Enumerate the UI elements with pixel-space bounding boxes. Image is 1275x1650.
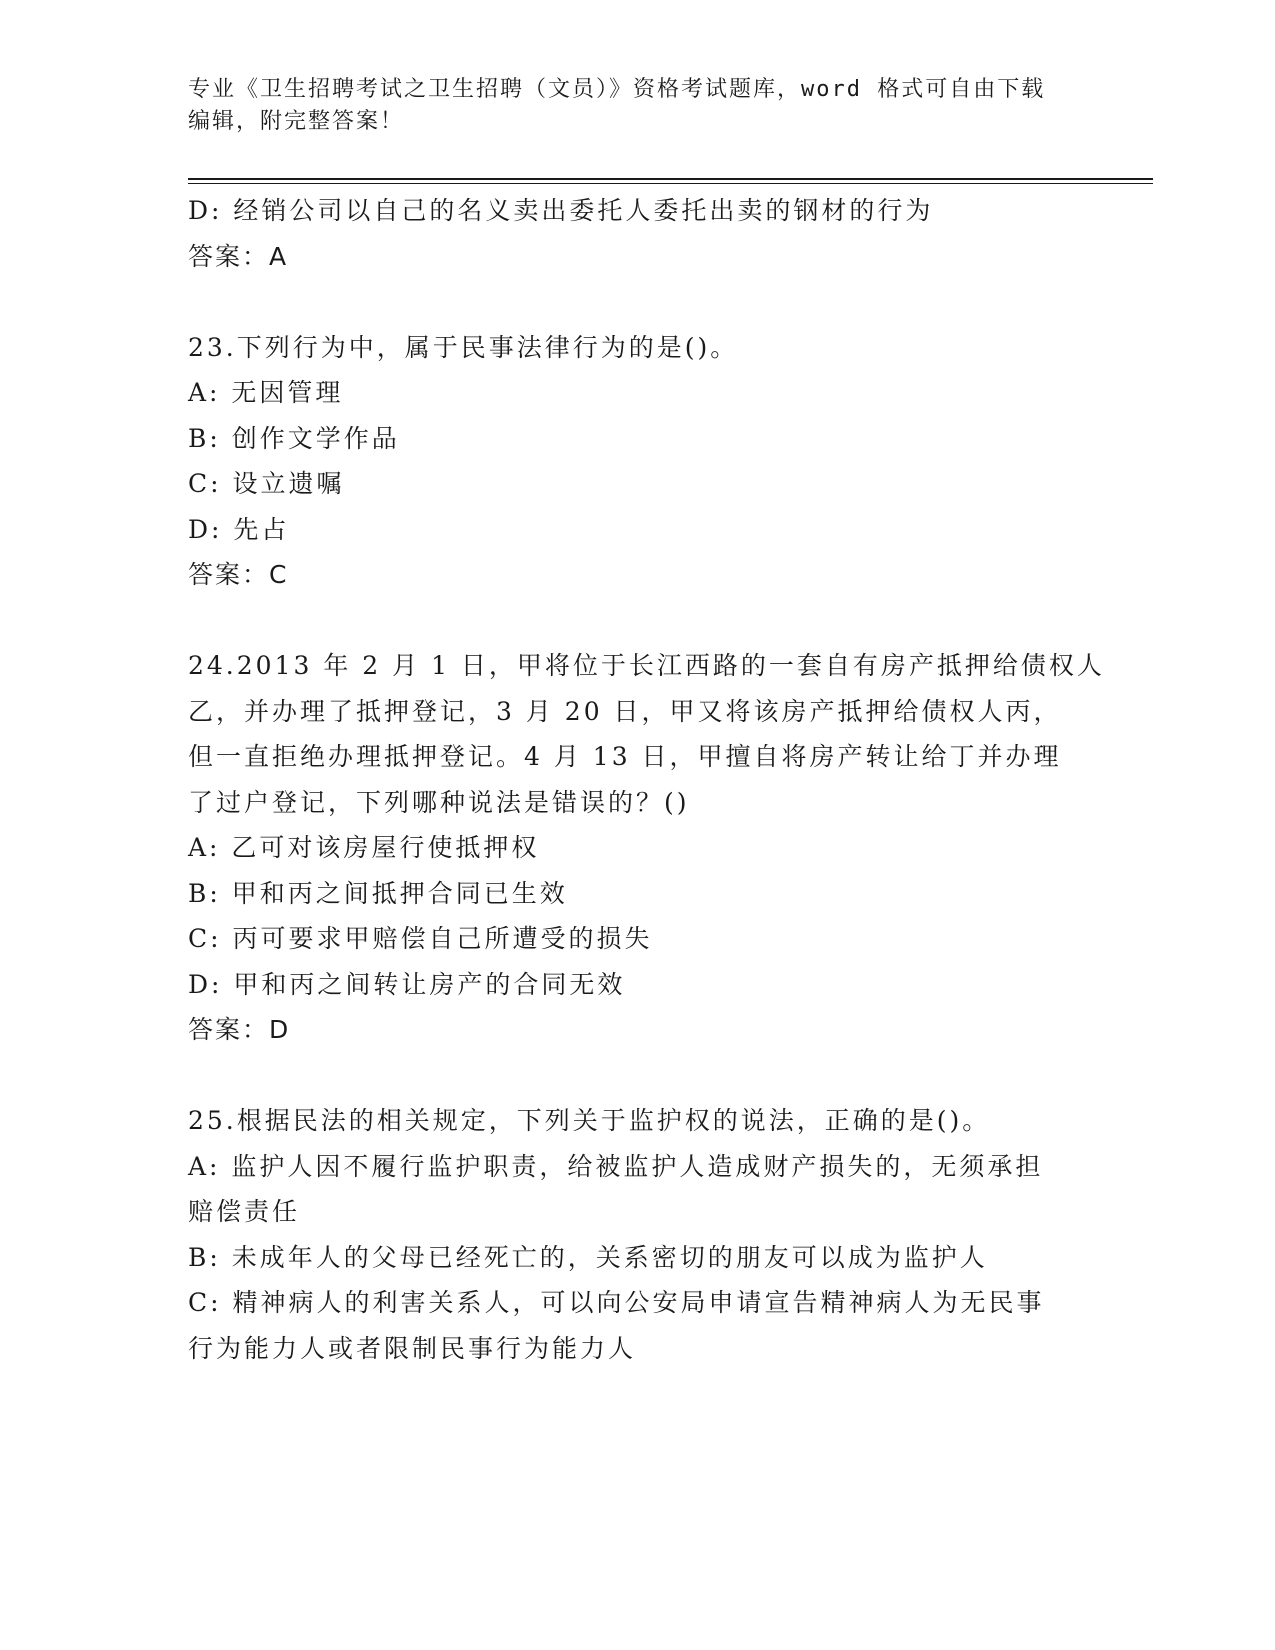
question-spacer: [188, 279, 1088, 325]
header-divider-thin: [188, 183, 1153, 184]
question-list: [188, 188, 1105, 1371]
header-line-2: 编辑，附完整答案！: [188, 109, 405, 134]
question-option-line: 赔偿责任: [188, 1197, 301, 1226]
question-option-line: B: 甲和丙之间抵押合同已生效: [188, 878, 568, 908]
header-line-1: 专业《卫生招聘考试之卫生招聘（文员）》资格考试题库，word 格式可自由下载: [188, 77, 1046, 102]
question-option-line: B: 未成年人的父母已经死亡的，关系密切的朋友可以成为监护人: [188, 1242, 988, 1272]
question-stem-line: 25.根据民法的相关规定，下列关于监护权的说法，正确的是()。: [188, 1106, 991, 1135]
question-option-line: D: 甲和丙之间转让房产的合同无效: [188, 969, 626, 999]
question-option-line: D: 先占: [188, 514, 290, 544]
question-spacer: [188, 1053, 1088, 1099]
prev-answer: 答案：A: [188, 241, 289, 271]
question-block: [188, 1098, 1088, 1371]
questions-container: [188, 279, 1105, 1371]
question-option-line: C: 丙可要求甲赔偿自己所遭受的损失: [188, 924, 653, 953]
question-stem-line: 了过户登记，下列哪种说法是错误的？(): [188, 787, 690, 817]
question-option-line: A: 无因管理: [188, 378, 344, 407]
question-answer: 答案：D: [188, 1015, 291, 1044]
question-block: [188, 643, 1105, 1053]
header-divider-thick: [188, 178, 1153, 180]
document-header: [188, 74, 1068, 138]
question-option-line: C: 精神病人的利害关系人，可以向公安局申请宣告精神病人为无民事: [188, 1288, 1045, 1317]
question-option-line: A: 乙可对该房屋行使抵押权: [188, 833, 540, 862]
question-stem-line: 23.下列行为中，属于民事法律行为的是()。: [188, 332, 739, 362]
question-option-line: B: 创作文学作品: [188, 423, 400, 453]
question-answer: 答案：C: [188, 560, 289, 589]
question-stem-line: 24.2013 年 2 月 1 日，甲将位于长江西路的一套自有房产抵押给债权人: [188, 651, 1105, 680]
question-stem-line: 乙，并办理了抵押登记，3 月 20 日，甲又将该房产抵押给债权人丙，: [188, 696, 1062, 726]
question-spacer: [188, 598, 1088, 644]
question-option-line: A: 监护人因不履行监护职责，给被监护人造成财产损失的，无须承担: [188, 1151, 1044, 1181]
question-block: [188, 325, 1088, 598]
prev-option-d: D: 经销公司以自己的名义卖出委托人委托出卖的钢材的行为: [188, 196, 934, 225]
question-option-line: C: 设立遗嘱: [188, 469, 345, 498]
question-option-line: 行为能力人或者限制民事行为能力人: [188, 1333, 637, 1363]
question-stem-line: 但一直拒绝办理抵押登记。4 月 13 日，甲擅自将房产转让给丁并办理: [188, 742, 1062, 771]
